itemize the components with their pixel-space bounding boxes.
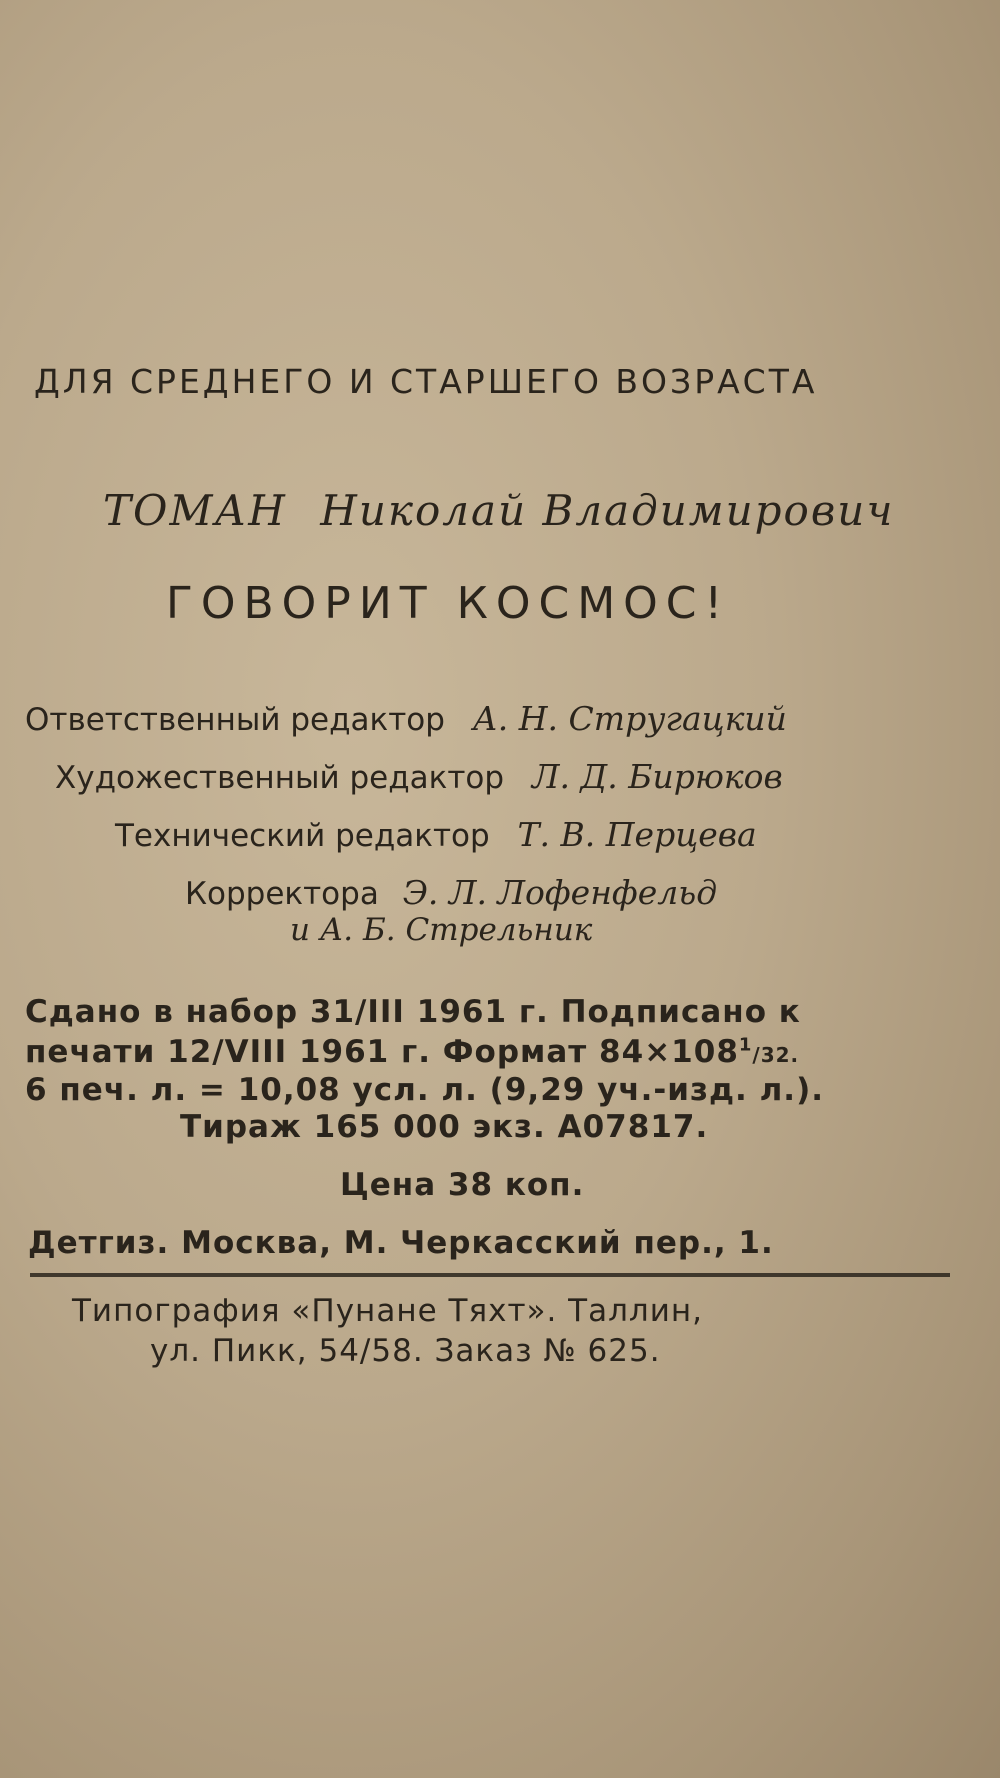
author-surname: ТОМАН (103, 486, 287, 535)
credit-name: Э. Л. Лофенфельд (402, 873, 718, 912)
credit-technical-editor (115, 815, 757, 854)
credit-role: Ответственный редактор (25, 702, 445, 738)
credit-name: Л. Д. Бирюков (531, 757, 783, 796)
imprint-format-superscript: 1 (738, 1034, 753, 1056)
divider-rule (30, 1273, 950, 1277)
imprint-line-2-main: печати 12/VIII 1961 г. Формат 84×108 (25, 1034, 739, 1070)
credit-role: Художественный редактор (55, 760, 505, 796)
imprint-line-1: Сдано в набор 31/III 1961 г. Подписано к (25, 994, 801, 1030)
author-line (103, 486, 895, 535)
imprint-line-3: 6 печ. л. = 10,08 усл. л. (9,29 уч.-изд. л.). (25, 1072, 825, 1108)
age-note: ДЛЯ СРЕДНЕГО И СТАРШЕГО ВОЗРАСТА (34, 362, 818, 401)
imprint-line-2 (25, 1034, 800, 1070)
credit-role: Корректора (185, 876, 379, 912)
imprint-publisher: Детгиз. Москва, М. Черкасский пер., 1. (28, 1225, 774, 1261)
imprint-price: Цена 38 коп. (340, 1167, 585, 1203)
book-title: ГОВОРИТ КОСМОС! (166, 578, 731, 629)
credit-proofreader-2: и А. Б. Стрельник (290, 912, 593, 948)
printer-line-2: ул. Пикк, 54/58. Заказ № 625. (150, 1333, 661, 1369)
credit-name: А. Н. Стругацкий (472, 699, 787, 738)
printer-line-1: Типография «Пунане Тяхт». Таллин, (72, 1293, 704, 1329)
credit-role: Технический редактор (115, 818, 490, 854)
imprint-line-2-tail: /32. (752, 1043, 800, 1067)
author-given-names: Николай Владимирович (320, 486, 895, 535)
credit-executive-editor (25, 699, 787, 738)
credit-name: Т. В. Перцева (517, 815, 757, 854)
credit-art-editor (55, 757, 783, 796)
credit-proofreaders (185, 873, 718, 912)
imprint-line-4: Тираж 165 000 экз. А07817. (180, 1109, 709, 1145)
